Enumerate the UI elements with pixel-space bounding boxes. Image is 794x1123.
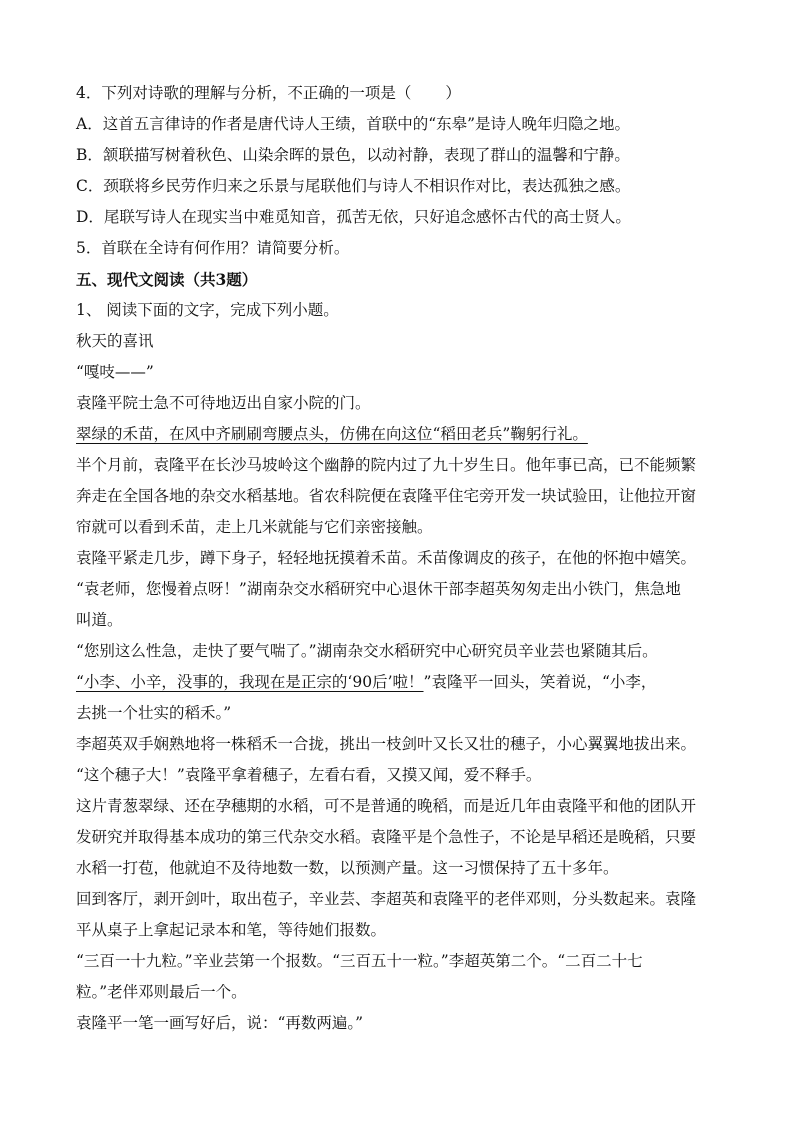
story-line-rest: ”袁隆平一回头，笑着说，“小李， xyxy=(423,673,657,691)
question-4-stem-close: ） xyxy=(445,84,461,102)
story-line: 水稻一打苞，他就迫不及待地数一数，以预测产量。这一习惯保持了五十多年。 xyxy=(76,859,619,877)
story-line: 平从桌子上拿起记录本和笔，等待她们报数。 xyxy=(76,921,387,939)
question-5: 5．首联在全诗有何作用？请简要分析。 xyxy=(76,239,350,257)
story-line: 半个月前，袁隆平在长沙马坡岭这个幽静的院内过了九十岁生日。他年事已高，已不能频繁 xyxy=(76,456,697,474)
story-line xyxy=(76,667,726,698)
story-line: 发研究并取得基本成功的第三代杂交水稻。袁隆平是个急性子，不论是早稻还是晚稻，只要 xyxy=(76,828,697,846)
document-page xyxy=(76,78,726,1039)
story-line: 袁隆平紧走几步，蹲下身子，轻轻地抚摸着禾苗。禾苗像调皮的孩子，在他的怀抱中嬉笑。 xyxy=(76,549,697,567)
story-line: 叫道。 xyxy=(76,611,123,629)
story-line: 袁隆平一笔一画写好后，说：“再数两遍。” xyxy=(76,1014,364,1032)
story-line: “三百一十九粒。”辛业芸第一个报数。“三百五十一粒。”李超英第二个。“二百二十七 xyxy=(76,952,643,970)
option-b: B．颔联描写树着秋色、山染余晖的景色，以动衬静，表现了群山的温馨和宁静。 xyxy=(76,146,630,164)
question-4-stem xyxy=(76,78,726,109)
story-line: “您别这么性急，走快了要气喘了。”湖南杂交水稻研究中心研究员辛业芸也紧随其后。 xyxy=(76,642,658,660)
story-line: 帘就可以看到禾苗，走上几米就能与它们亲密接触。 xyxy=(76,518,433,536)
story-line: 去挑一个壮实的稻禾。” xyxy=(76,704,232,722)
question-4-stem-text: 4．下列对诗歌的理解与分析，不正确的一项是（ xyxy=(76,84,412,102)
underlined-quote: “小李、小辛，没事的，我现在是正宗的‘90后’啦！ xyxy=(76,673,424,691)
story-line: 这片青葱翠绿、还在孕穗期的水稻，可不是普通的晚稻，而是近几年由袁隆平和他的团队开 xyxy=(76,797,697,815)
story-line: “袁老师，您慢着点呀！”湖南杂交水稻研究中心退休干部李超英匆匆走出小铁门，焦急地 xyxy=(76,580,681,598)
underlined-sentence: 翠绿的禾苗，在风中齐刷刷弯腰点头，仿佛在向这位“稻田老兵”鞠躬行礼。 xyxy=(76,425,588,443)
story-line: 回到客厅，剥开剑叶，取出苞子，辛业芸、李超英和袁隆平的老伴邓则，分头数起来。袁隆 xyxy=(76,890,697,908)
story-line: 粒。”老伴邓则最后一个。 xyxy=(76,983,247,1001)
story-line: “这个穗子大！”袁隆平拿着穗子，左看右看，又摸又闻，爱不释手。 xyxy=(76,766,542,784)
option-c: C．颈联将乡民劳作归来之乐景与尾联他们与诗人不相识作对比，表达孤独之感。 xyxy=(76,177,631,195)
passage-intro: 1、 阅读下面的文字，完成下列小题。 xyxy=(76,301,339,319)
story-line: 奔走在全国各地的杂交水稻基地。省农科院便在袁隆平住宅旁开发一块试验田，让他拉开窗 xyxy=(76,487,697,505)
story-line-underlined xyxy=(76,419,726,450)
story-title: 秋天的喜讯 xyxy=(76,332,154,350)
option-d: D．尾联写诗人在现实当中难觅知音，孤苦无依，只好追念感怀古代的高士贤人。 xyxy=(76,208,631,226)
option-a: A．这首五言律诗的作者是唐代诗人王绩，首联中的“东皋”是诗人晚年归隐之地。 xyxy=(76,115,631,133)
section-title: 五、现代文阅读（共3题） xyxy=(76,270,258,289)
story-line: 袁隆平院士急不可待地迈出自家小院的门。 xyxy=(76,394,371,412)
story-line: 李超英双手娴熟地将一株稻禾一合拢，挑出一枝剑叶又长又壮的穗子，小心翼翼地拔出来。 xyxy=(76,735,697,753)
story-line: “嘎吱——” xyxy=(76,363,154,381)
